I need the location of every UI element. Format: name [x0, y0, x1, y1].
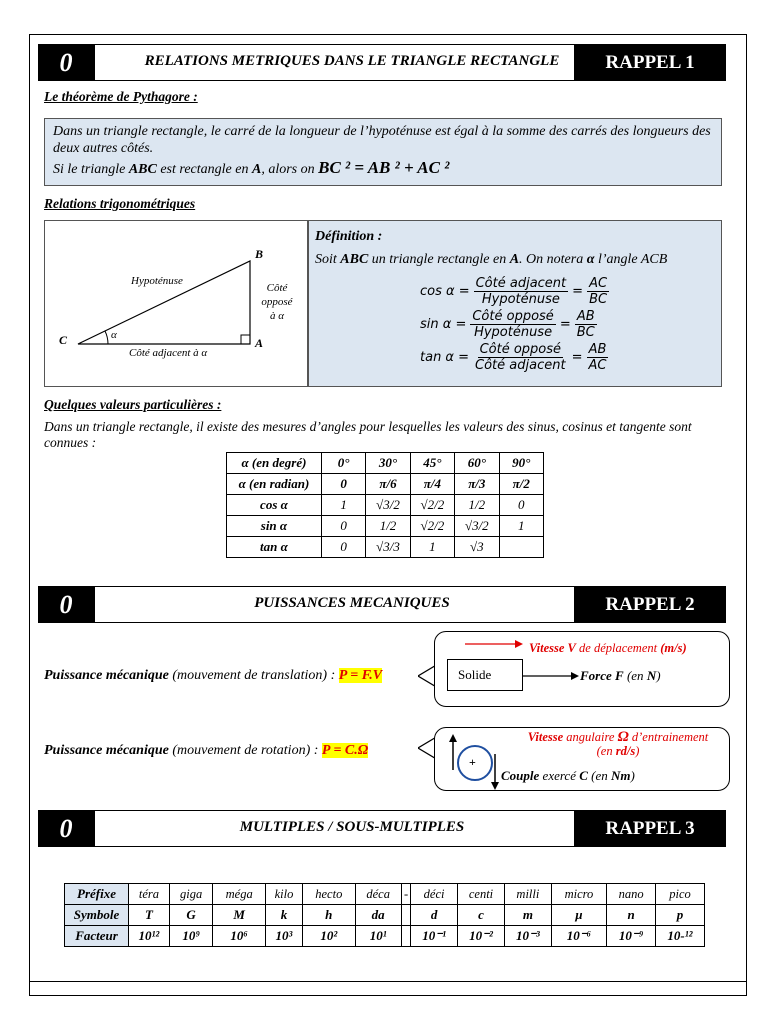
- section-header-rappel-2: [38, 586, 726, 623]
- table-cell: 90°: [499, 453, 543, 474]
- table-cell: T: [129, 905, 170, 926]
- right-angle-mark: [241, 335, 250, 344]
- denominator: AC: [588, 358, 607, 373]
- table-row: [227, 516, 544, 537]
- velocity-arrow: [465, 638, 525, 650]
- center-plus: +: [469, 755, 476, 769]
- table-cell: √3/2: [366, 495, 410, 516]
- table-row: [227, 537, 544, 558]
- table-row: [65, 884, 705, 905]
- text: (en: [596, 744, 616, 758]
- table-cell: 10⁻³: [505, 926, 551, 947]
- text: Soit: [315, 252, 341, 267]
- section-number: 0: [38, 586, 94, 623]
- fraction: [474, 276, 569, 307]
- text: α: [586, 252, 595, 267]
- alpha-label: α: [111, 329, 117, 341]
- text: (en: [623, 668, 647, 683]
- section-tag: RAPPEL 1: [574, 44, 726, 81]
- table-cell: c: [457, 905, 504, 926]
- table-cell: 0: [321, 516, 365, 537]
- table-cell: centi: [457, 884, 504, 905]
- rotation-diagram-bubble: [434, 727, 730, 791]
- text: . On notera: [519, 252, 587, 267]
- table-cell: m: [505, 905, 551, 926]
- table-cell: √3/2: [455, 516, 499, 537]
- opposite-side-label: [255, 281, 299, 323]
- adjacent-side-label: Côté adjacent à α: [129, 347, 208, 359]
- translation-diagram-bubble: [434, 631, 730, 707]
- table-cell: 10⁻²: [457, 926, 504, 947]
- table-cell: 1: [321, 495, 365, 516]
- table-cell: n: [607, 905, 656, 926]
- table-cell: -: [401, 884, 411, 905]
- table-cell: 1: [410, 537, 454, 558]
- text: opposé: [261, 296, 293, 308]
- text: de déplacement: [575, 641, 661, 655]
- vertex-b-label: B: [255, 247, 264, 261]
- table-cell: 0: [321, 474, 365, 495]
- fraction: [575, 309, 597, 340]
- table-cell: π/2: [499, 474, 543, 495]
- angle-arc: [105, 331, 108, 344]
- table-row: [227, 453, 544, 474]
- text: cos α =: [420, 284, 470, 299]
- text: =: [571, 350, 583, 365]
- table-cell: d: [411, 905, 457, 926]
- trig-heading: Relations trigonométriques: [44, 196, 196, 211]
- numerator: Côté opposé: [472, 309, 554, 324]
- table-cell: giga: [169, 884, 213, 905]
- section-header-rappel-3: [38, 810, 726, 847]
- pythagore-condition: [53, 157, 713, 181]
- text: d’entrainement: [628, 730, 709, 744]
- table-cell: π/4: [410, 474, 454, 495]
- numerator: AB: [576, 309, 595, 324]
- text: (mouvement de rotation) :: [168, 743, 322, 758]
- table-cell: déci: [411, 884, 457, 905]
- trig-values-table: [226, 452, 544, 558]
- pythagore-heading: Le théorème de Pythagore :: [44, 89, 198, 104]
- table-cell: hecto: [302, 884, 355, 905]
- text: Ω: [617, 729, 629, 745]
- table-cell: √2/2: [410, 516, 454, 537]
- table-cell: 60°: [455, 453, 499, 474]
- pythagore-box: [44, 118, 722, 186]
- row-header-cell: Facteur: [65, 926, 129, 947]
- force-arrow: [523, 670, 579, 682]
- text: ABC: [340, 252, 369, 267]
- text: N: [646, 668, 657, 683]
- denominator: BC: [576, 325, 595, 340]
- text: A: [509, 252, 520, 267]
- table-cell: déca: [355, 884, 401, 905]
- section-number: 0: [38, 810, 94, 847]
- table-cell: 10⁻⁹: [607, 926, 656, 947]
- table-cell: π/6: [366, 474, 410, 495]
- row-header-cell: Symbole: [65, 905, 129, 926]
- text: Côté: [266, 282, 288, 294]
- text: Force F: [580, 668, 624, 683]
- table-cell: micro: [551, 884, 607, 905]
- denominator: BC: [589, 292, 608, 307]
- text: est rectangle en: [156, 162, 252, 177]
- table-cell: 10¹²: [129, 926, 170, 947]
- fraction: [587, 276, 609, 307]
- text: [505, 730, 731, 744]
- fraction: [586, 342, 608, 373]
- table-cell: 10-¹²: [655, 926, 704, 947]
- table-cell: méga: [213, 884, 266, 905]
- text: (mouvement de translation) :: [168, 668, 339, 683]
- force-label: [580, 668, 661, 684]
- table-cell: 10⁻⁶: [551, 926, 607, 947]
- section-header-rappel-1: [38, 44, 726, 81]
- table-cell: 1/2: [366, 516, 410, 537]
- text: sin α =: [420, 317, 467, 332]
- row-header-cell: α (en degré): [227, 453, 322, 474]
- row-header-cell: Préfixe: [65, 884, 129, 905]
- couple-label: [501, 768, 635, 784]
- translation-formula: P = F.V: [338, 668, 383, 683]
- table-cell: p: [655, 905, 704, 926]
- text: un triangle rectangle en: [368, 252, 510, 267]
- table-cell: 45°: [410, 453, 454, 474]
- section-number: 0: [38, 44, 94, 81]
- section-title: RELATIONS METRIQUES DANS LE TRIANGLE RECTANGLE: [94, 44, 610, 81]
- text: Si le triangle: [53, 162, 129, 177]
- table-cell: milli: [505, 884, 551, 905]
- table-cell: 0: [499, 495, 543, 516]
- vertex-a-label: A: [255, 336, 264, 350]
- table-body: [65, 884, 705, 947]
- text: ): [635, 744, 640, 758]
- table-cell: π/3: [455, 474, 499, 495]
- table-cell: 1/2: [455, 495, 499, 516]
- numerator: AB: [588, 342, 607, 357]
- table-cell: [401, 905, 411, 926]
- table-cell: 1: [499, 516, 543, 537]
- section-title: MULTIPLES / SOUS-MULTIPLES: [94, 810, 610, 847]
- denominator: Hypoténuse: [481, 292, 560, 307]
- table-row: [227, 495, 544, 516]
- row-header-cell: α (en radian): [227, 474, 322, 495]
- text: ): [630, 768, 635, 783]
- text: [505, 744, 731, 758]
- values-heading: Quelques valeurs particulières :: [44, 397, 222, 412]
- text: (m/s): [660, 641, 687, 655]
- table-cell: 10³: [265, 926, 302, 947]
- text: Nm: [611, 768, 631, 783]
- table-cell: [499, 537, 543, 558]
- table-body: [227, 453, 544, 558]
- cos-formula: [420, 276, 609, 307]
- table-cell: 10⁶: [213, 926, 266, 947]
- text: Puissance mécanique: [44, 743, 169, 758]
- table-cell: kilo: [265, 884, 302, 905]
- definition-text: [315, 252, 667, 268]
- table-cell: √3/3: [366, 537, 410, 558]
- text: Vitesse V: [529, 641, 576, 655]
- denominator: Côté adjacent: [475, 358, 566, 373]
- solide-box: Solide: [447, 659, 523, 691]
- prefix-table: [64, 883, 705, 947]
- text: angulaire: [563, 730, 618, 744]
- text: l’angle ACB: [594, 252, 668, 267]
- table-cell: 10¹: [355, 926, 401, 947]
- text: Puissance mécanique: [44, 668, 169, 683]
- rotation-power-line: [44, 742, 368, 759]
- table-cell: da: [355, 905, 401, 926]
- pythagore-statement: Dans un triangle rectangle, le carré de la longueur de l’hypoténuse est égal à la somme des carrés des longueurs des deux autres côtés.: [53, 124, 711, 156]
- table-cell: √2/2: [410, 495, 454, 516]
- fraction: [470, 309, 555, 340]
- section-tag: RAPPEL 3: [574, 810, 726, 847]
- hypotenuse-label: Hypoténuse: [131, 275, 183, 287]
- text: exercé: [539, 768, 580, 783]
- text: , alors on: [261, 162, 319, 177]
- translation-power-line: [44, 667, 382, 684]
- text: =: [559, 317, 571, 332]
- velocity-label: [529, 641, 687, 656]
- table-cell: 10²: [302, 926, 355, 947]
- text: Couple: [501, 768, 540, 783]
- section-tag: RAPPEL 2: [574, 586, 726, 623]
- table-cell: [401, 926, 411, 947]
- table-cell: pico: [655, 884, 704, 905]
- section-title: PUISSANCES MECANIQUES: [94, 586, 610, 623]
- values-intro: Dans un triangle rectangle, il existe des mesures d’angles pour lesquelles les valeurs des sinus, cosinus et tangente sont connues :: [44, 419, 692, 450]
- table-cell: √3: [455, 537, 499, 558]
- table-row: [65, 905, 705, 926]
- triangle-figure-box: [44, 220, 308, 387]
- text: =: [572, 284, 584, 299]
- sin-formula: [420, 309, 597, 340]
- row-header-cell: sin α: [227, 516, 322, 537]
- tan-formula: [420, 342, 608, 373]
- table-cell: nano: [607, 884, 656, 905]
- text: A: [251, 162, 262, 177]
- vertex-c-label: C: [59, 333, 68, 347]
- pythagore-formula: BC ² = AB ² + AC ²: [318, 158, 450, 177]
- table-cell: téra: [129, 884, 170, 905]
- table-cell: 0: [321, 537, 365, 558]
- denominator: Hypoténuse: [474, 325, 553, 340]
- table-cell: 0°: [321, 453, 365, 474]
- numerator: AC: [589, 276, 608, 291]
- text: C: [579, 768, 588, 783]
- table-row: [227, 474, 544, 495]
- fraction: [473, 342, 568, 373]
- table-cell: M: [213, 905, 266, 926]
- triangle-shape: [78, 261, 250, 344]
- numerator: Côté opposé: [479, 342, 562, 357]
- table-cell: 30°: [366, 453, 410, 474]
- definition-title: Définition :: [315, 229, 383, 244]
- row-header-cell: tan α: [227, 537, 322, 558]
- table-cell: h: [302, 905, 355, 926]
- text: Vitesse: [527, 730, 564, 744]
- text: tan α =: [420, 350, 470, 365]
- bottom-rule: [29, 981, 747, 982]
- text: rd/s: [615, 744, 636, 758]
- table-cell: G: [169, 905, 213, 926]
- text: à α: [269, 310, 285, 322]
- numerator: Côté adjacent: [475, 276, 567, 291]
- text: (en: [587, 768, 612, 783]
- table-cell: 10⁹: [169, 926, 213, 947]
- table-cell: µ: [551, 905, 607, 926]
- rotation-formula: P = C.Ω: [321, 743, 369, 758]
- angular-velocity-label: [505, 730, 731, 758]
- table-cell: 10⁻¹: [411, 926, 457, 947]
- text: ABC: [128, 162, 157, 177]
- text: ): [656, 668, 661, 683]
- row-header-cell: cos α: [227, 495, 322, 516]
- table-row: [65, 926, 705, 947]
- table-cell: k: [265, 905, 302, 926]
